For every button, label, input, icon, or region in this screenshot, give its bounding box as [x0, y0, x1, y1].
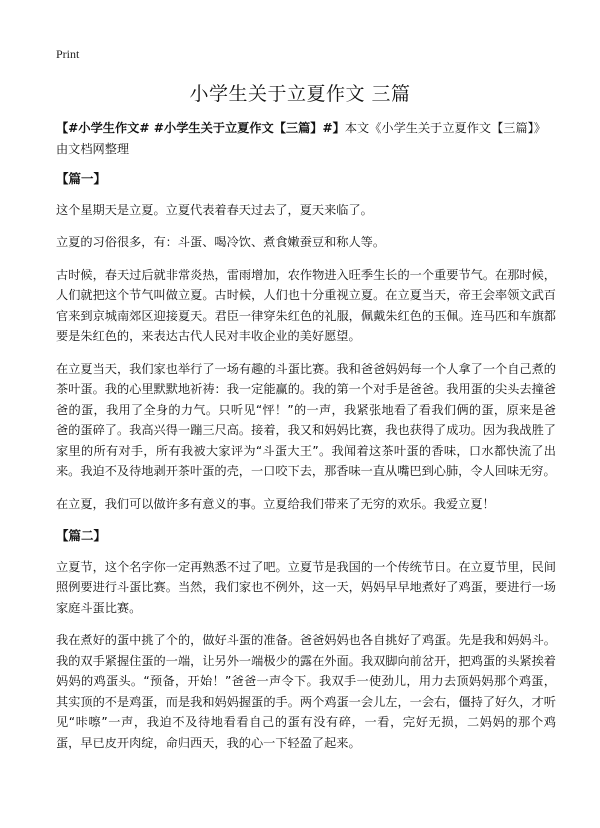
intro-tags: 【#小学生作文# #小学生关于立夏作文【三篇】#】 — [56, 121, 345, 135]
article-body — [56, 118, 556, 765]
page-title: 小学生关于立夏作文 三篇 — [189, 83, 411, 105]
article-intro — [56, 118, 556, 159]
section-heading-1: 【篇一】 — [56, 171, 107, 186]
section-heading-2: 【篇二】 — [56, 528, 107, 543]
intro-source: 本文《小学生关于立夏作文【三篇】》由文档网整理 — [56, 121, 546, 156]
section2-paragraph-1: 立夏节，这个名字你一定再熟悉不过了吧。立夏节是我国的一个传统节日。在立夏节里，民间照例要进行斗蛋比赛。当然，我们家也不例外，这一天，妈妈早早地煮好了鸡蛋，要进行一场家庭斗蛋比赛。 — [56, 559, 556, 615]
section1-paragraph-4: 在立夏当天，我们家也举行了一场有趣的斗蛋比赛。我和爸爸妈妈每一个人拿了一个自己煮的茶叶蛋。我的心里默默地祈祷：我一定能赢的。我的第一个对手是爸爸。我用蛋的尖头去撞爸爸的蛋，我用了全身的力气。只听见“怦！”的一声，我紧张地看了看我们俩的蛋，原来是爸爸的蛋碎了。我高兴得一蹦三尺高。接着，我又和妈妈比赛，我也获得了成功。因为我战胜了家里的所有对手，所有我被大家评为“斗蛋大王”。我闻着这茶叶蛋的香味，口水都快流了出来。我迫不及待地剥开茶叶蛋的壳，一口咬下去，那香味一直从嘴巴到心肺，令人回味无穷。 — [56, 361, 556, 478]
section1-paragraph-3: 古时候，春天过后就非常炎热，雷雨增加，农作物进入旺季生长的一个重要节气。在那时候，人们就把这个节气叫做立夏。古时候，人们也十分重视立夏。在立夏当天，帝王会率领文武百官来到京城南郊区迎接夏天。君臣一律穿朱红色的礼服，佩戴朱红色的玉佩。连马匹和车旗都要是朱红色的，来表达古代人民对丰收企业的美好愿望。 — [56, 267, 556, 343]
section2-paragraph-2: 我在煮好的蛋中挑了个的，做好斗蛋的准备。爸爸妈妈也各自挑好了鸡蛋。先是我和妈妈斗。我的双手紧握住蛋的一端，让另外一端极少的露在外面。我双脚向前岔开，把鸡蛋的头紧挨着妈妈的鸡蛋头。“预备，开始！”爸爸一声令下。我双手一使劲儿，用力去顶妈妈那个鸡蛋，其实顶的不是鸡蛋，而是我和妈妈握蛋的手。两个鸡蛋一会儿左，一会右，僵持了好久，才听见“咔嚓”一声，我迫不及待地看看自己的蛋有没有碎，一看，完好无损，二妈妈的那个鸡蛋，早已皮开肉绽，命归西天，我的心一下轻盈了起来。 — [56, 633, 556, 750]
section1-paragraph-5: 在立夏，我们可以做许多有意义的事。立夏给我们带来了无穷的欢乐。我爱立夏！ — [56, 496, 495, 511]
section1-paragraph-2: 立夏的习俗很多，有：斗蛋、喝冷饮、煮食嫩蚕豆和称人等。 — [56, 235, 386, 249]
section1-paragraph-1: 这个星期天是立夏。立夏代表着春天过去了，夏天来临了。 — [56, 202, 373, 217]
print-link[interactable]: Print — [56, 47, 80, 61]
